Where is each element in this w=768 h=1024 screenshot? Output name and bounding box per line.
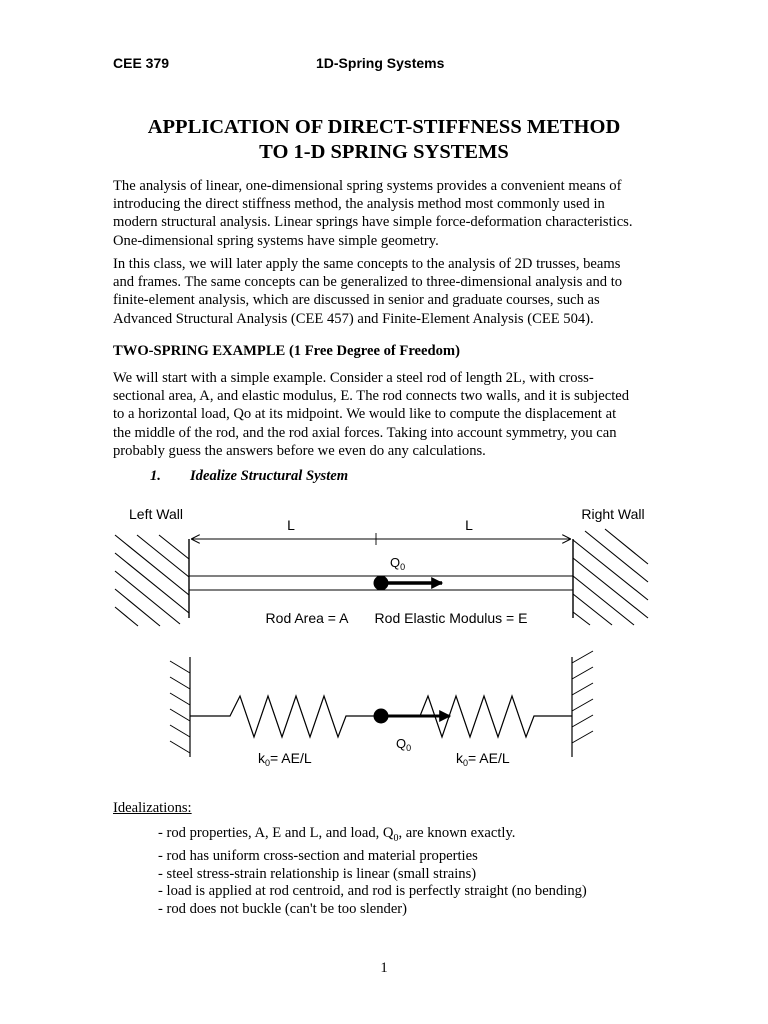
paragraph-line: We will start with a simple example. Consider a steel rod of length 2L, with cross-: [113, 370, 594, 386]
left-wall-label: Left Wall: [129, 506, 183, 522]
page-number: 1: [380, 960, 388, 976]
paragraph-line: One-dimensional spring systems have simple geometry.: [113, 232, 439, 249]
header-topic: 1D-Spring Systems: [316, 55, 445, 71]
spring-stiffness-right: $k_0= AE/L$: [456, 750, 510, 768]
spring-stiffness-left: $k_0= AE/L$: [258, 750, 312, 768]
list-item: - load is applied at rod centroid, and rod is perfectly straight (no bending): [158, 883, 587, 900]
paragraph-line: to a horizontal load, Qo at its midpoint. We would like to compute the displacement at: [113, 406, 617, 423]
paragraph-line: In this class, we will later apply the same concepts to the analysis of 2D trusses, beams: [113, 256, 621, 272]
list-item: - steel stress-strain relationship is linear (small strains): [158, 865, 477, 882]
step-title: Idealize Structural System: [190, 468, 349, 484]
spring-system-diagram: [0, 495, 768, 780]
rod-modulus-label: Rod Elastic Modulus = E: [374, 610, 528, 626]
intro-paragraph: [113, 177, 673, 250]
list-item: - rod does not buckle (can't be too slender): [158, 901, 408, 918]
rod-midpoint-node: [374, 576, 389, 591]
section-heading: TWO-SPRING EXAMPLE (1 Free Degree of Freedom): [113, 343, 460, 359]
paragraph-line: Advanced Structural Analysis (CEE 457) and Finite-Element Analysis (CEE 504).: [113, 310, 594, 327]
paragraph-line: probably guess the answers before we even do any calculations.: [113, 442, 486, 459]
rod-area-label: Rod Area = A: [265, 610, 349, 626]
generalization-paragraph: [113, 255, 673, 328]
load-label-top: $Q_0$: [390, 555, 406, 572]
idealizations-list: [158, 825, 587, 919]
idealizations-heading: Idealizations:: [113, 800, 192, 816]
length-label-right: L: [465, 517, 473, 533]
paragraph-line: the middle of the rod, and the rod axial forces. Taking into account symmetry, you can: [113, 424, 617, 441]
title-line-2: TO 1-D SPRING SYSTEMS: [259, 141, 509, 163]
length-label-left: L: [287, 517, 295, 533]
step-number: 1.: [150, 468, 161, 484]
paragraph-line: sectional area, A, and elastic modulus, E. The rod connects two walls, and it is subjected: [113, 388, 630, 405]
paragraph-line: introducing the direct stiffness method, the analysis method most commonly used in: [113, 196, 605, 213]
page-title: [0, 115, 768, 165]
header-course: CEE 379: [113, 55, 170, 71]
paragraph-line: and frames. The same concepts can be generalized to three-dimensional analysis and to: [113, 274, 623, 291]
paragraph-line: modern structural analysis. Linear springs have simple force-deformation characteristics.: [113, 214, 633, 231]
left-spring: [190, 696, 381, 737]
left-wall-hatching: [115, 535, 189, 626]
right-support-hatching: [572, 651, 593, 743]
paragraph-line: finite-element analysis, which are discussed in senior and graduate courses, such as: [113, 292, 600, 309]
paragraph-line: The analysis of linear, one-dimensional spring systems provides a convenient means of: [113, 178, 622, 194]
example-paragraph: [113, 369, 673, 460]
step-heading: [150, 468, 348, 485]
load-label-bottom: $Q_0$: [396, 736, 412, 753]
spring-node: [374, 709, 389, 724]
list-item: - rod properties, A, E and L, and load, $Q_0$, are known exactly.: [158, 825, 516, 844]
list-item: - rod has uniform cross-section and material properties: [158, 847, 478, 864]
right-wall-label: Right Wall: [581, 506, 645, 522]
right-wall-hatching: [573, 529, 648, 625]
left-support-hatching: [170, 661, 190, 753]
title-line-1: APPLICATION OF DIRECT-STIFFNESS METHOD: [147, 116, 621, 138]
